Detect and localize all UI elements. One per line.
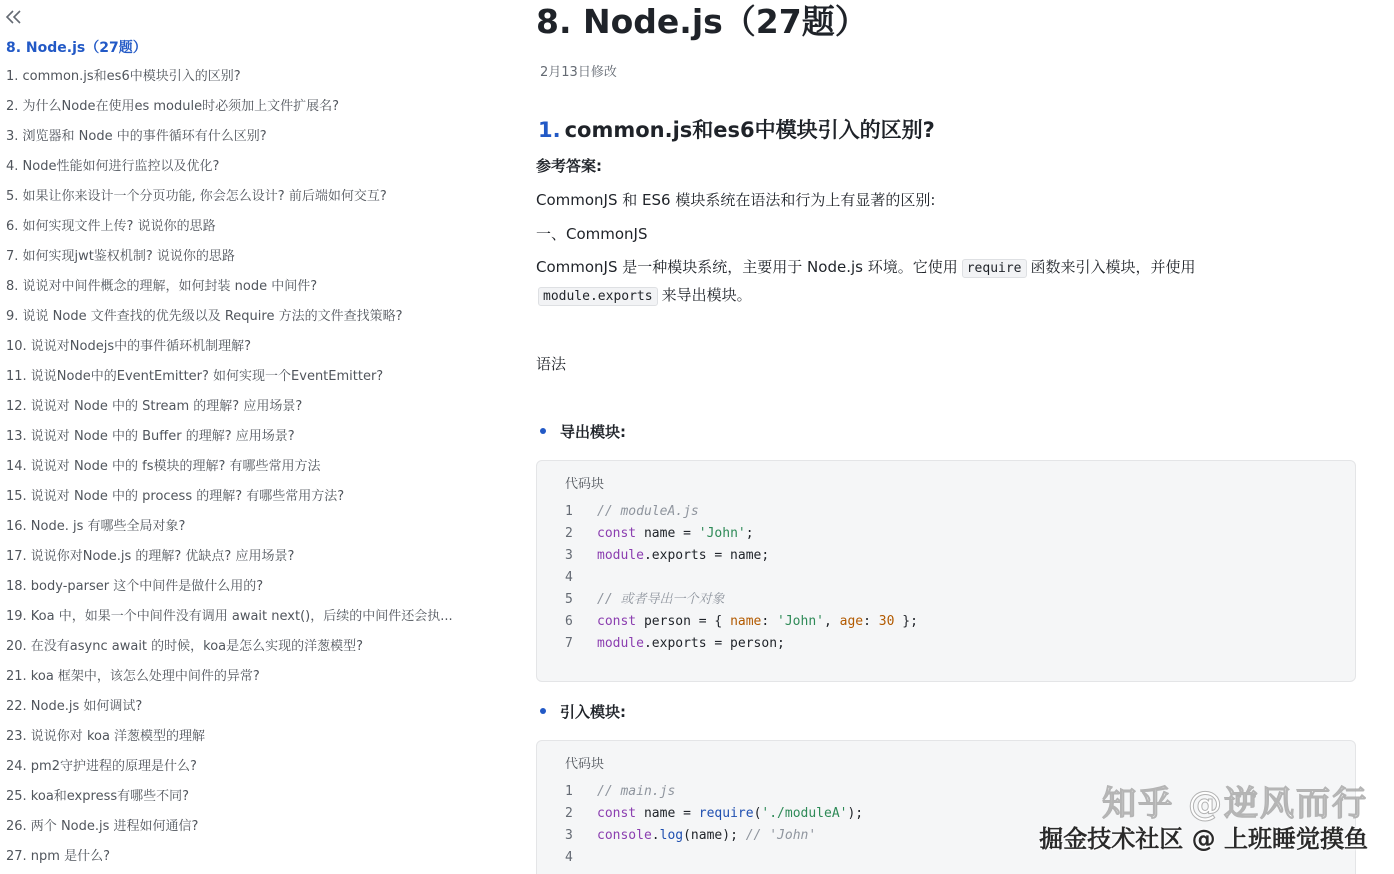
toc-item[interactable]: 24. pm2守护进程的原理是什么? <box>6 759 197 774</box>
modified-date: 2月13日修改 <box>540 65 617 80</box>
inline-code-require: require <box>962 259 1027 278</box>
cjs-text: CommonJS 是一种模块系统，主要用于 Node.js 环境。它使用 <box>536 258 958 276</box>
code-block[interactable] <box>536 740 1356 874</box>
toc-sidebar <box>0 0 480 874</box>
code-line: 1 // main.js <box>537 781 1355 803</box>
bullet-dot-icon <box>540 708 546 714</box>
toc-item[interactable]: 26. 两个 Node.js 进程如何通信? <box>6 819 199 834</box>
toc-item[interactable]: 1. common.js和es6中模块引入的区别? <box>6 69 241 84</box>
collapse-sidebar-button[interactable] <box>4 6 24 28</box>
answer-label: 参考答案: <box>536 157 602 175</box>
toc-item[interactable]: 20. 在没有async await 的时候，koa是怎么实现的洋葱模型? <box>6 639 364 654</box>
code-line: 7 module.exports = person; <box>537 633 1355 655</box>
heading-text: common.js和es6中模块引入的区别? <box>564 118 935 142</box>
bullet-text: 导出模块: <box>560 423 626 441</box>
toc-item[interactable]: 18. body-parser 这个中间件是做什么用的? <box>6 579 264 594</box>
code-block-label: 代码块 <box>565 757 605 772</box>
code-line: 1 // moduleA.js <box>537 501 1355 523</box>
page-title: 8. Node.js（27题） <box>536 2 868 41</box>
line-number: 4 <box>565 850 573 865</box>
double-chevron-left-icon <box>4 6 24 28</box>
toc-item[interactable]: 8. 说说对中间件概念的理解，如何封装 node 中间件? <box>6 279 318 294</box>
toc-item[interactable]: 9. 说说 Node 文件查找的优先级以及 Require 方法的文件查找策略? <box>6 309 403 324</box>
code-block-label: 代码块 <box>565 477 605 492</box>
bullet-dot-icon <box>540 428 546 434</box>
toc-item[interactable]: 11. 说说Node中的EventEmitter? 如何实现一个EventEmitter? <box>6 369 384 384</box>
toc-item[interactable]: 16. Node. js 有哪些全局对象? <box>6 519 186 534</box>
toc-item[interactable]: 12. 说说对 Node 中的 Stream 的理解? 应用场景? <box>6 399 303 414</box>
heading-number: 1. <box>538 118 561 142</box>
line-number: 6 <box>565 614 573 629</box>
line-number: 3 <box>565 828 573 843</box>
code-line: 2 const name = 'John'; <box>537 523 1355 545</box>
code-line: 3 module.exports = name; <box>537 545 1355 567</box>
toc-item[interactable]: 10. 说说对Nodejs中的事件循环机制理解? <box>6 339 252 354</box>
section-heading <box>538 114 935 144</box>
bullet-import <box>540 701 626 722</box>
toc-item[interactable]: 3. 浏览器和 Node 中的事件循环有什么区别? <box>6 129 267 144</box>
toc-item[interactable]: 7. 如何实现jwt鉴权机制? 说说你的思路 <box>6 249 235 264</box>
inline-code-module-exports: module.exports <box>538 287 658 306</box>
toc-item[interactable]: 23. 说说你对 koa 洋葱模型的理解 <box>6 729 206 744</box>
toc-item[interactable]: 17. 说说你对Node.js 的理解? 优缺点? 应用场景? <box>6 549 295 564</box>
cjs-description-line1 <box>536 256 1196 278</box>
syntax-label: 语法 <box>536 355 567 373</box>
intro-paragraph: CommonJS 和 ES6 模块系统在语法和行为上有显著的区别: <box>536 191 936 209</box>
code-line <box>537 567 1355 589</box>
toc-item[interactable]: 13. 说说对 Node 中的 Buffer 的理解? 应用场景? <box>6 429 295 444</box>
toc-item[interactable]: 15. 说说对 Node 中的 process 的理解? 有哪些常用方法? <box>6 489 345 504</box>
code-lines <box>537 781 1355 869</box>
toc-item[interactable]: 5. 如果让你来设计一个分页功能, 你会怎么设计? 前后端如何交互? <box>6 189 387 204</box>
document-content <box>536 0 1376 874</box>
bullet-export <box>540 421 626 442</box>
line-number: 1 <box>565 504 573 519</box>
section-one-label: 一、CommonJS <box>536 225 648 243</box>
code-line: 5 // 或者导出一个对象 <box>537 589 1355 611</box>
line-number: 4 <box>565 570 573 585</box>
toc-item[interactable]: 19. Koa 中，如果一个中间件没有调用 await next()，后续的中间件还会执... <box>6 609 453 624</box>
code-line: 6 const person = { name: 'John', age: 30 }; <box>537 611 1355 633</box>
toc-item[interactable]: 4. Node性能如何进行监控以及优化? <box>6 159 220 174</box>
toc-item[interactable]: 27. npm 是什么? <box>6 849 110 864</box>
toc-title[interactable]: 8. Node.js（27题） <box>6 40 147 56</box>
line-number: 7 <box>565 636 573 651</box>
toc-item[interactable]: 6. 如何实现文件上传? 说说你的思路 <box>6 219 216 234</box>
toc-list <box>6 62 476 872</box>
code-block[interactable] <box>536 460 1356 682</box>
cjs-text: 函数来引入模块，并使用 <box>1030 258 1196 276</box>
line-number: 5 <box>565 592 573 607</box>
toc-item[interactable]: 21. koa 框架中，该怎么处理中间件的异常? <box>6 669 260 684</box>
line-number: 3 <box>565 548 573 563</box>
code-lines <box>537 501 1355 655</box>
code-line <box>537 847 1355 869</box>
code-line: 2 const name = require('./moduleA'); <box>537 803 1355 825</box>
watermark-zhihu: 知乎 @逆风而行 <box>1102 784 1368 824</box>
line-number: 2 <box>565 526 573 541</box>
toc-item[interactable]: 2. 为什么Node在使用es module时必须加上文件扩展名? <box>6 99 339 114</box>
toc-item[interactable]: 25. koa和express有哪些不同? <box>6 789 190 804</box>
toc-item[interactable]: 22. Node.js 如何调试? <box>6 699 143 714</box>
cjs-text: 来导出模块。 <box>661 286 752 304</box>
bullet-text: 引入模块: <box>560 703 626 721</box>
watermark-juejin: 掘金技术社区 @ 上班睡觉摸鱼 <box>1039 825 1368 853</box>
toc-item[interactable]: 14. 说说对 Node 中的 fs模块的理解? 有哪些常用方法 <box>6 459 321 474</box>
line-number: 2 <box>565 806 573 821</box>
code-line: 3 console.log(name); // 'John' <box>537 825 1355 847</box>
line-number: 1 <box>565 784 573 799</box>
cjs-description-line2 <box>536 284 752 306</box>
